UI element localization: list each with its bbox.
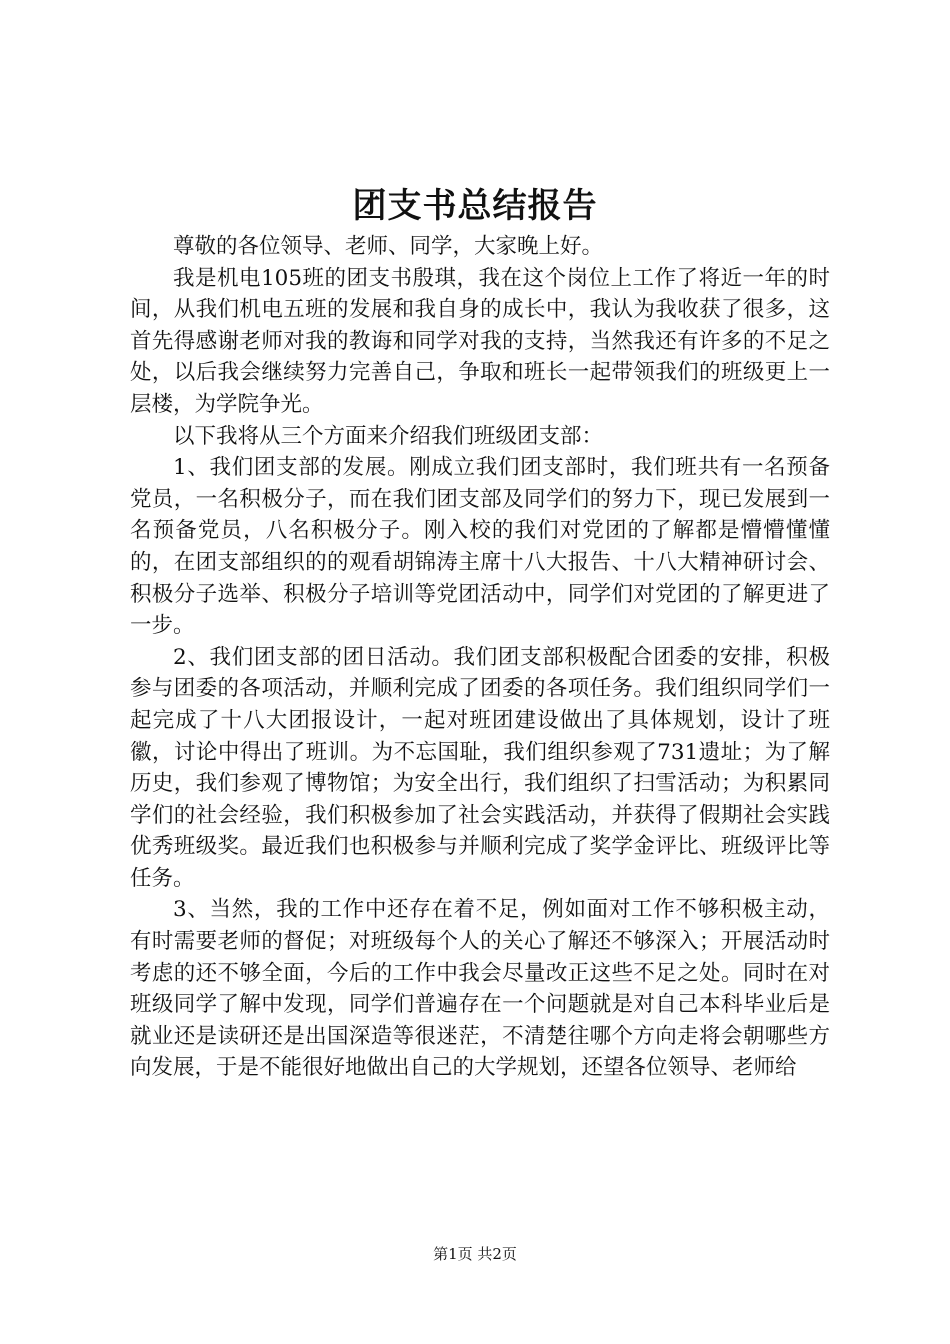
paragraph-greeting: 尊敬的各位领导、老师、同学，大家晚上好。 — [173, 234, 604, 259]
paragraph-development: 1、我们团支部的发展。刚成立我们团支部时，我们班共有一名预备党员，一名积极分子，而在我们团支部及同学们的努力下，现已发展到一名预备党员，八名积极分子。刚入校的我们对党团的了解都是懵懵懂懂的，在团支部组织的的观看胡锦涛主席十八大报告、十八大精神研讨会、积极分子选举、积极分子培训等党团活动中，同学们对党团的了解更进了一步。 — [130, 455, 830, 639]
page-number-footer: 第1页 共2页 — [433, 1245, 517, 1263]
document-body — [130, 231, 830, 1084]
paragraph-shortcomings: 3、当然，我的工作中还存在着不足，例如面对工作不够积极主动，有时需要老师的督促；对班级每个人的关心了解还不够深入；开展活动时考虑的还不够全面，今后的工作中我会尽量改正这些不足之处。同时在对班级同学了解中发现，同学们普遍存在一个问题就是对自己本科毕业后是就业还是读研还是出国深造等很迷茫，不清楚往哪个方向走将会朝哪些方向发展，于是不能很好地做出自己的大学规划，还望各位领导、老师给 — [130, 897, 830, 1081]
paragraph-introduction: 我是机电105班的团支书殷琪，我在这个岗位上工作了将近一年的时间，从我们机电五班的发展和我自身的成长中，我认为我收获了很多，这首先得感谢老师对我的教诲和同学对我的支持，当然我还有许多的不足之处，以后我会继续努力完善自己，争取和班长一起带领我们的班级更上一层楼，为学院争光。 — [130, 265, 830, 417]
paragraph-activities: 2、我们团支部的团日活动。我们团支部积极配合团委的安排，积极参与团委的各项活动，并顺利完成了团委的各项任务。我们组织同学们一起完成了十八大团报设计，一起对班团建设做出了具体规划，设计了班徽，讨论中得出了班训。为不忘国耻，我们组织参观了731遗址；为了解历史，我们参观了博物馆；为安全出行，我们组织了扫雪活动；为积累同学们的社会经验，我们积极参加了社会实践活动，并获得了假期社会实践优秀班级奖。最近我们也积极参与并顺利完成了奖学金评比、班级评比等任务。 — [130, 644, 830, 891]
paragraph-overview: 以下我将从三个方面来介绍我们班级团支部： — [173, 423, 604, 449]
document-title: 团支书总结报告 — [352, 186, 598, 226]
